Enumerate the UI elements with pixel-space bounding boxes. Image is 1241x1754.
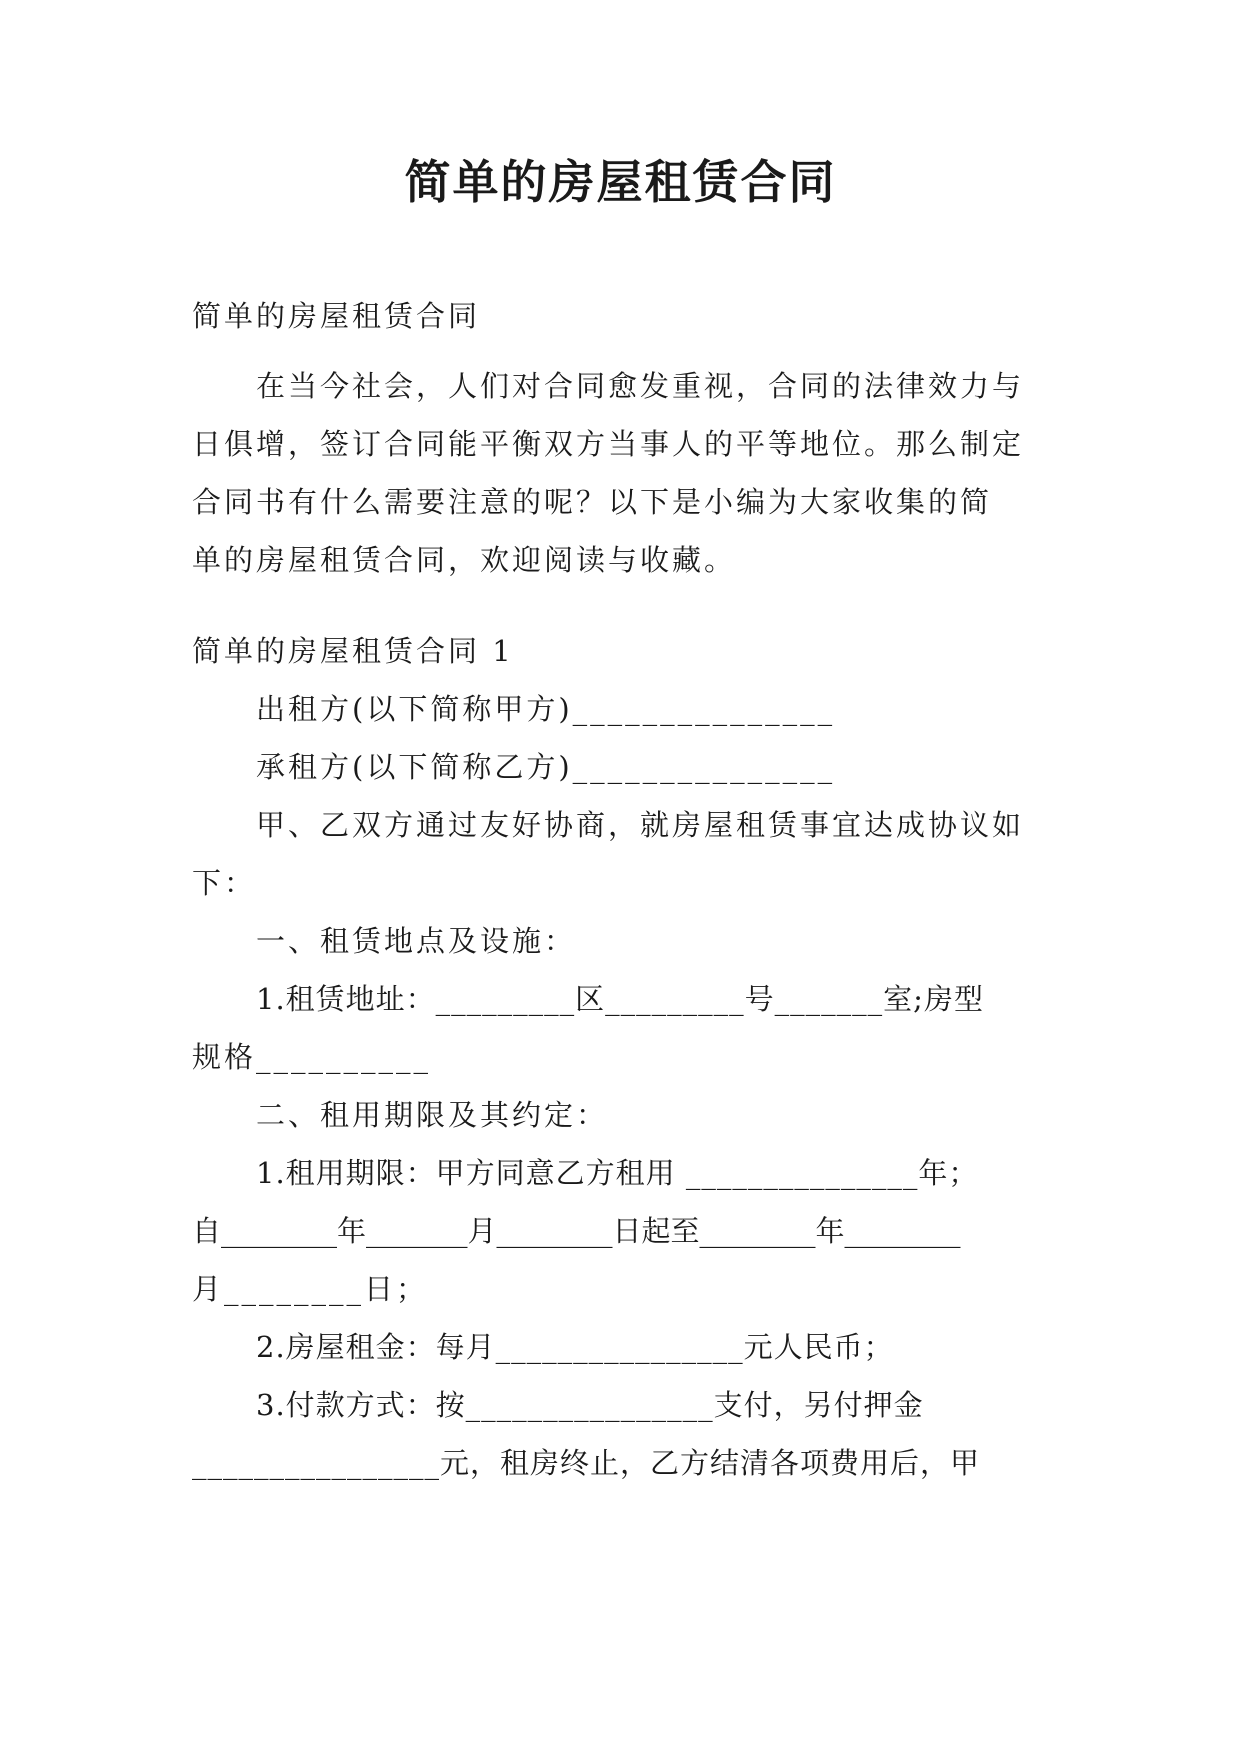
- payment-line-2: ________________元，租房终止，乙方结清各项费用后，甲: [192, 1446, 981, 1480]
- agreement-line-1: 甲、乙双方通过友好协商，就房屋租赁事宜达成协议如: [256, 808, 1025, 842]
- intro-line-4: 单的房屋租赁合同，欢迎阅读与收藏。: [192, 543, 737, 577]
- address-line-1: 1.租赁地址：_________区_________号_______室;房型: [256, 982, 984, 1016]
- rent-line: 2.房屋租金：每月________________元人民币；: [256, 1330, 894, 1364]
- lessor-line: 出租方(以下简称甲方)_______________: [256, 692, 836, 726]
- clause-2-heading: 二、租用期限及其约定：: [256, 1098, 609, 1132]
- intro-line-2: 日俱增，签订合同能平衡双方当事人的平等地位。那么制定: [192, 427, 1025, 461]
- intro-line-3: 合同书有什么需要注意的呢？以下是小编为大家收集的简: [192, 485, 993, 519]
- document-title: 简单的房屋租赁合同: [404, 155, 837, 209]
- clause-1-heading: 一、租赁地点及设施：: [256, 924, 577, 958]
- lessee-line: 承租方(以下简称乙方)_______________: [256, 750, 836, 784]
- intro-line-1: 在当今社会，人们对合同愈发重视，合同的法律效力与: [256, 369, 1025, 403]
- address-line-2: 规格__________: [192, 1040, 432, 1074]
- payment-line-1: 3.付款方式：按________________支付，另付押金: [256, 1388, 924, 1422]
- section-heading: 简单的房屋租赁合同 1: [192, 634, 514, 668]
- agreement-line-2: 下：: [192, 866, 257, 900]
- subtitle-line: 简单的房屋租赁合同: [192, 299, 481, 333]
- term-line-3: 月________日；: [192, 1272, 429, 1306]
- term-line-2: 自________年_______月________日起至________年________: [192, 1214, 961, 1248]
- term-line-1: 1.租用期限：甲方同意乙方租用 _______________年；: [256, 1156, 979, 1190]
